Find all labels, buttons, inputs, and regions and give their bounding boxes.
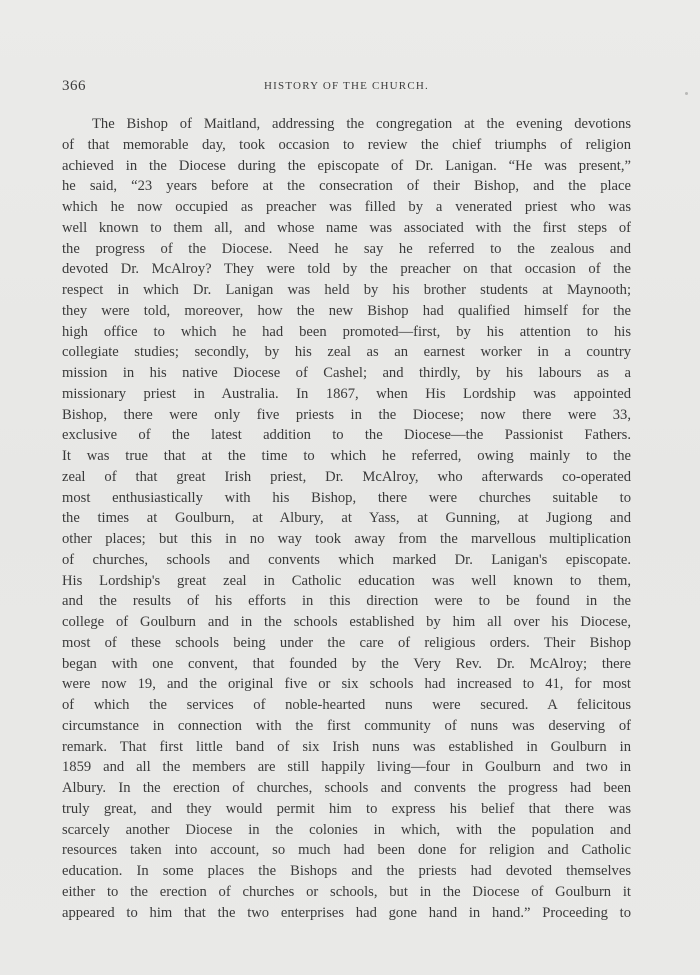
text-line: appeared to him that the two enterprises had gone hand in hand.” Proceeding to — [62, 904, 631, 921]
text-line: respect in which Dr. Lanigan was held by his brother students at Maynooth; — [62, 282, 631, 298]
text-line: college of Goulburn and in the schools established by him all over his Diocese, — [62, 614, 631, 630]
text-line: truly great, and they would permit him to express his belief that there was — [62, 800, 631, 817]
body-text — [62, 114, 631, 923]
text-line: collegiate studies; secondly, by his zeal as an earnest worker in a country — [62, 344, 631, 361]
text-line: exclusive of the latest addition to the Diocese—the Passionist Fathers. — [62, 427, 631, 444]
text-line: The Bishop of Maitland, addressing the congregation at the evening devotions — [92, 116, 631, 132]
text-line: they were told, moreover, how the new Bishop had qualified himself for the — [62, 302, 631, 319]
text-line: missionary priest in Australia. In 1867, when His Lordship was appointed — [62, 385, 631, 402]
text-line: resources taken into account, so much had been done for religion and Catholic — [62, 842, 631, 859]
text-line: most enthusiastically with his Bishop, there were churches suitable to — [62, 489, 631, 506]
text-line: of which the services of noble-hearted nuns were secured. A felicitous — [62, 697, 631, 713]
text-line: began with one convent, that founded by the Very Rev. Dr. McAlroy; there — [62, 655, 631, 672]
text-line: either to the erection of churches or schools, but in the Diocese of Goulburn it — [62, 883, 631, 900]
text-line: the times at Goulburn, at Albury, at Yass, at Gunning, at Jugiong and — [62, 510, 631, 527]
margin-speck — [685, 92, 688, 95]
text-line: mission in his native Diocese of Cashel; and thirdly, by his labours as a — [62, 365, 631, 381]
text-line: remark. That first little band of six Irish nuns was established in Goulburn in — [62, 738, 631, 755]
page-number: 366 — [62, 78, 86, 94]
page-header — [62, 78, 631, 98]
text-line: circumstance in connection with the first community of nuns was deserving of — [62, 717, 631, 734]
text-line: Bishop, there were only five priests in the Diocese; now there were 33, — [62, 406, 631, 423]
text-line: of that memorable day, took occasion to review the chief triumphs of religion — [62, 136, 631, 153]
text-line: achieved in the Diocese during the episcopate of Dr. Lanigan. “He was present,” — [62, 157, 631, 174]
text-line: devoted Dr. McAlroy? They were told by the preacher on that occasion of the — [62, 261, 631, 278]
text-line: zeal of that great Irish priest, Dr. McAlroy, who afterwards co-operated — [62, 468, 631, 485]
text-line: other places; but this in no way took away from the marvellous multiplication — [62, 531, 631, 547]
running-title: HISTORY OF THE CHURCH. — [264, 80, 429, 92]
text-line: 1859 and all the members are still happily living—four in Goulburn and two in — [62, 759, 631, 776]
text-line: and the results of his efforts in this direction were to be found in the — [62, 593, 631, 610]
text-line: of churches, schools and convents which marked Dr. Lanigan's episcopate. — [62, 551, 631, 568]
text-line: the progress of the Diocese. Need he say he referred to the zealous and — [62, 240, 631, 257]
text-line: education. In some places the Bishops and the priests had devoted themselves — [62, 863, 631, 879]
text-line: His Lordship's great zeal in Catholic education was well known to them, — [62, 572, 631, 589]
text-line: Albury. In the erection of churches, schools and convents the progress had been — [62, 780, 631, 796]
text-line: most of these schools being under the care of religious orders. Their Bishop — [62, 634, 631, 651]
text-line: well known to them all, and whose name was associated with the first steps of — [62, 219, 631, 236]
text-line: were now 19, and the original five or six schools had increased to 41, for most — [62, 676, 631, 693]
text-line: scarcely another Diocese in the colonies in which, with the population and — [62, 821, 631, 838]
text-line: high office to which he had been promoted—first, by his attention to his — [62, 323, 631, 340]
text-line: It was true that at the time to which he referred, owing mainly to the — [62, 448, 631, 464]
text-line: he said, “23 years before at the consecration of their Bishop, and the place — [62, 178, 631, 195]
text-line: which he now occupied as preacher was filled by a venerated priest who was — [62, 199, 631, 215]
